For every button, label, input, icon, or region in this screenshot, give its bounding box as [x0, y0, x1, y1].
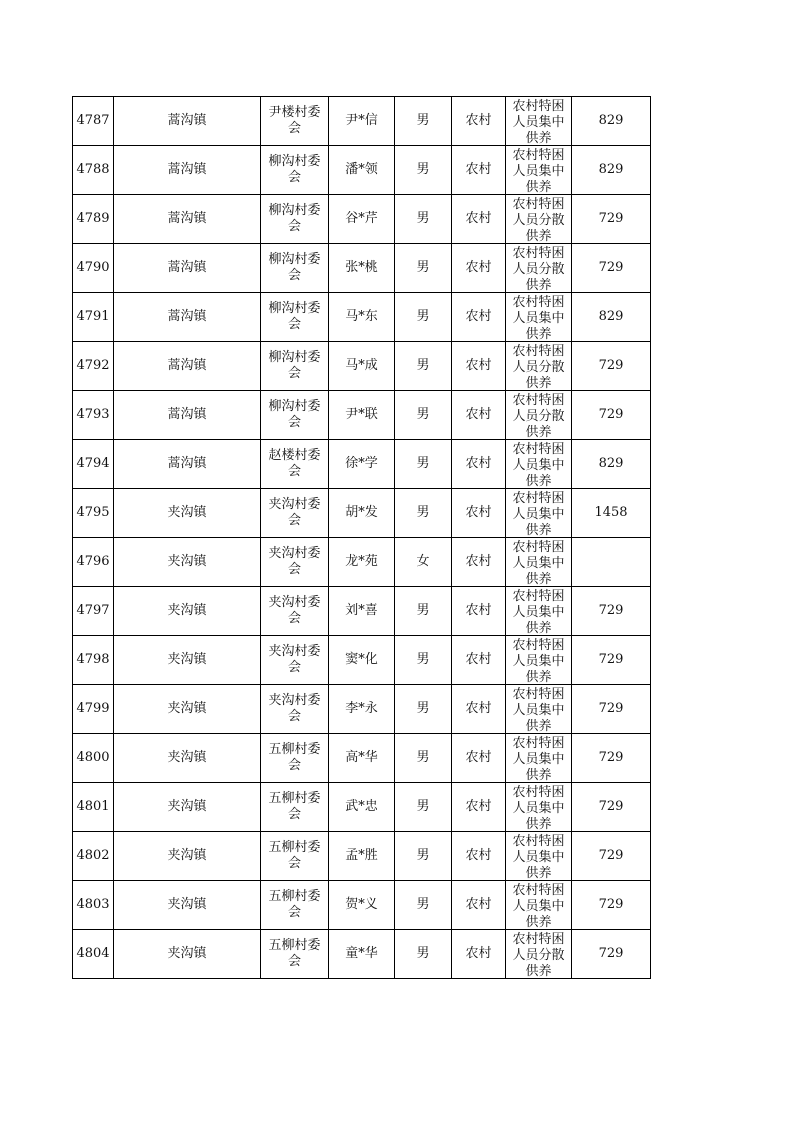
category-clip: [506, 98, 571, 144]
cell-area-type: 农村: [452, 538, 506, 587]
cell-village-committee-text: 夹沟村委会: [268, 546, 321, 577]
cell-village-committee: [261, 881, 329, 930]
cell-serial-number: 4797: [73, 587, 114, 636]
table-row: [73, 391, 651, 440]
cell-town: 夹沟镇: [114, 881, 261, 930]
cell-area-type: 农村: [452, 195, 506, 244]
cell-support-category: [506, 195, 572, 244]
cell-support-category: [506, 293, 572, 342]
cell-town: 蒿沟镇: [114, 342, 261, 391]
cell-serial-number: 4794: [73, 440, 114, 489]
table-row: [73, 783, 651, 832]
cell-town: 蒿沟镇: [114, 146, 261, 195]
cell-town: 蒿沟镇: [114, 440, 261, 489]
cell-village-committee-text: 五柳村委会: [268, 889, 321, 920]
cell-support-category-text: 农村特困人员集中供养: [512, 295, 565, 340]
cell-village-committee: [261, 538, 329, 587]
cell-village-committee: [261, 832, 329, 881]
cell-gender: 男: [395, 391, 452, 440]
table-row: [73, 293, 651, 342]
table-row: [73, 146, 651, 195]
cell-person-name: 龙*苑: [329, 538, 395, 587]
cell-amount: 729: [572, 881, 651, 930]
table-row: [73, 930, 651, 979]
cell-gender: 男: [395, 244, 452, 293]
cell-village-committee-text: 五柳村委会: [268, 938, 321, 969]
cell-support-category-text: 农村特困人员集中供养: [512, 148, 565, 193]
cell-serial-number: 4787: [73, 97, 114, 146]
cell-person-name: 高*华: [329, 734, 395, 783]
cell-town: 蒿沟镇: [114, 293, 261, 342]
cell-person-name: 马*成: [329, 342, 395, 391]
cell-gender: 男: [395, 930, 452, 979]
cell-town: 夹沟镇: [114, 636, 261, 685]
cell-support-category-text: 农村特困人员集中供养: [512, 99, 565, 144]
cell-amount: 729: [572, 342, 651, 391]
cell-support-category: [506, 342, 572, 391]
cell-support-category: [506, 734, 572, 783]
cell-support-category-text: 农村特困人员集中供养: [512, 883, 565, 928]
cell-village-committee-text: 柳沟村委会: [268, 154, 321, 185]
category-clip: [506, 735, 571, 781]
cell-support-category: [506, 146, 572, 195]
cell-person-name: 张*桃: [329, 244, 395, 293]
cell-support-category: [506, 832, 572, 881]
category-clip: [506, 931, 571, 977]
cell-gender: 男: [395, 293, 452, 342]
cell-village-committee-text: 五柳村委会: [268, 791, 321, 822]
cell-support-category: [506, 587, 572, 636]
table-row: [73, 489, 651, 538]
cell-village-committee-text: 赵楼村委会: [268, 448, 321, 479]
cell-amount: 729: [572, 244, 651, 293]
cell-village-committee: [261, 391, 329, 440]
table-row: [73, 342, 651, 391]
cell-amount: 729: [572, 930, 651, 979]
cell-serial-number: 4795: [73, 489, 114, 538]
cell-town: 蒿沟镇: [114, 97, 261, 146]
cell-support-category-text: 农村特困人员集中供养: [512, 442, 565, 487]
cell-serial-number: 4801: [73, 783, 114, 832]
cell-amount: [572, 538, 651, 587]
cell-village-committee: [261, 489, 329, 538]
cell-village-committee: [261, 783, 329, 832]
cell-town: 夹沟镇: [114, 783, 261, 832]
cell-town: 蒿沟镇: [114, 244, 261, 293]
cell-serial-number: 4802: [73, 832, 114, 881]
category-clip: [506, 392, 571, 438]
cell-village-committee-text: 柳沟村委会: [268, 301, 321, 332]
cell-person-name: 马*东: [329, 293, 395, 342]
cell-area-type: 农村: [452, 783, 506, 832]
cell-village-committee: [261, 97, 329, 146]
category-clip: [506, 441, 571, 487]
table-row: [73, 881, 651, 930]
cell-village-committee-text: 柳沟村委会: [268, 399, 321, 430]
cell-person-name: 孟*胜: [329, 832, 395, 881]
cell-village-committee-text: 尹楼村委会: [268, 105, 321, 136]
cell-town: 蒿沟镇: [114, 391, 261, 440]
cell-support-category: [506, 685, 572, 734]
cell-village-committee: [261, 293, 329, 342]
cell-person-name: 胡*发: [329, 489, 395, 538]
cell-area-type: 农村: [452, 489, 506, 538]
cell-town: 夹沟镇: [114, 538, 261, 587]
cell-amount: 729: [572, 734, 651, 783]
table-row: [73, 587, 651, 636]
cell-serial-number: 4796: [73, 538, 114, 587]
table-row: [73, 244, 651, 293]
cell-person-name: 窦*化: [329, 636, 395, 685]
cell-person-name: 徐*学: [329, 440, 395, 489]
cell-amount: 729: [572, 832, 651, 881]
category-clip: [506, 686, 571, 732]
cell-support-category: [506, 97, 572, 146]
cell-town: 夹沟镇: [114, 832, 261, 881]
cell-area-type: 农村: [452, 342, 506, 391]
cell-village-committee-text: 夹沟村委会: [268, 693, 321, 724]
cell-area-type: 农村: [452, 930, 506, 979]
cell-serial-number: 4793: [73, 391, 114, 440]
cell-amount: 729: [572, 195, 651, 244]
cell-gender: 男: [395, 783, 452, 832]
cell-village-committee: [261, 440, 329, 489]
cell-support-category-text: 农村特困人员集中供养: [512, 736, 565, 781]
cell-person-name: 童*华: [329, 930, 395, 979]
cell-amount: 729: [572, 587, 651, 636]
cell-gender: 男: [395, 881, 452, 930]
cell-town: 夹沟镇: [114, 489, 261, 538]
cell-serial-number: 4798: [73, 636, 114, 685]
category-clip: [506, 784, 571, 830]
cell-serial-number: 4799: [73, 685, 114, 734]
table-row: [73, 440, 651, 489]
cell-person-name: 尹*信: [329, 97, 395, 146]
table-row: [73, 685, 651, 734]
cell-village-committee: [261, 734, 329, 783]
cell-serial-number: 4804: [73, 930, 114, 979]
cell-village-committee: [261, 587, 329, 636]
cell-serial-number: 4789: [73, 195, 114, 244]
cell-town: 蒿沟镇: [114, 195, 261, 244]
cell-amount: 729: [572, 783, 651, 832]
cell-support-category: [506, 636, 572, 685]
cell-village-committee: [261, 342, 329, 391]
cell-amount: 829: [572, 440, 651, 489]
cell-area-type: 农村: [452, 685, 506, 734]
cell-support-category: [506, 489, 572, 538]
cell-gender: 男: [395, 685, 452, 734]
cell-support-category: [506, 783, 572, 832]
category-clip: [506, 196, 571, 242]
cell-person-name: 刘*喜: [329, 587, 395, 636]
cell-support-category-text: 农村特困人员集中供养: [512, 540, 565, 585]
table-row: [73, 734, 651, 783]
table-row: [73, 195, 651, 244]
cell-village-committee-text: 柳沟村委会: [268, 252, 321, 283]
cell-village-committee-text: 柳沟村委会: [268, 350, 321, 381]
category-clip: [506, 490, 571, 536]
cell-person-name: 潘*领: [329, 146, 395, 195]
cell-support-category: [506, 930, 572, 979]
cell-support-category-text: 农村特困人员集中供养: [512, 687, 565, 732]
cell-amount: 729: [572, 636, 651, 685]
cell-village-committee: [261, 146, 329, 195]
cell-village-committee: [261, 930, 329, 979]
cell-support-category-text: 农村特困人员集中供养: [512, 589, 565, 634]
cell-person-name: 李*永: [329, 685, 395, 734]
cell-town: 夹沟镇: [114, 587, 261, 636]
table-row: [73, 97, 651, 146]
cell-support-category: [506, 440, 572, 489]
cell-amount: 729: [572, 391, 651, 440]
table-body: [73, 97, 651, 979]
cell-town: 夹沟镇: [114, 930, 261, 979]
cell-support-category-text: 农村特困人员分散供养: [512, 932, 565, 977]
cell-serial-number: 4788: [73, 146, 114, 195]
cell-area-type: 农村: [452, 636, 506, 685]
table-row: [73, 636, 651, 685]
cell-person-name: 尹*联: [329, 391, 395, 440]
cell-gender: 男: [395, 342, 452, 391]
cell-amount: 829: [572, 97, 651, 146]
relief-roster-table: [72, 96, 651, 979]
table-row: [73, 538, 651, 587]
cell-village-committee-text: 夹沟村委会: [268, 595, 321, 626]
cell-village-committee-text: 夹沟村委会: [268, 644, 321, 675]
cell-support-category-text: 农村特困人员分散供养: [512, 393, 565, 438]
cell-area-type: 农村: [452, 832, 506, 881]
cell-support-category-text: 农村特困人员集中供养: [512, 638, 565, 683]
cell-town: 夹沟镇: [114, 734, 261, 783]
category-clip: [506, 343, 571, 389]
cell-support-category: [506, 391, 572, 440]
category-clip: [506, 588, 571, 634]
cell-amount: 729: [572, 685, 651, 734]
cell-village-committee-text: 五柳村委会: [268, 742, 321, 773]
cell-gender: 男: [395, 195, 452, 244]
cell-area-type: 农村: [452, 734, 506, 783]
cell-area-type: 农村: [452, 391, 506, 440]
cell-amount: 1458: [572, 489, 651, 538]
cell-gender: 女: [395, 538, 452, 587]
cell-support-category-text: 农村特困人员分散供养: [512, 246, 565, 291]
category-clip: [506, 637, 571, 683]
cell-support-category: [506, 538, 572, 587]
cell-area-type: 农村: [452, 146, 506, 195]
cell-support-category-text: 农村特困人员集中供养: [512, 491, 565, 536]
cell-gender: 男: [395, 97, 452, 146]
category-clip: [506, 539, 571, 585]
cell-gender: 男: [395, 440, 452, 489]
cell-person-name: 贺*义: [329, 881, 395, 930]
cell-gender: 男: [395, 489, 452, 538]
cell-serial-number: 4803: [73, 881, 114, 930]
cell-serial-number: 4800: [73, 734, 114, 783]
cell-area-type: 农村: [452, 587, 506, 636]
category-clip: [506, 245, 571, 291]
cell-person-name: 武*忠: [329, 783, 395, 832]
cell-gender: 男: [395, 636, 452, 685]
cell-support-category: [506, 881, 572, 930]
cell-village-committee: [261, 636, 329, 685]
category-clip: [506, 882, 571, 928]
cell-person-name: 谷*芹: [329, 195, 395, 244]
cell-area-type: 农村: [452, 244, 506, 293]
cell-serial-number: 4792: [73, 342, 114, 391]
cell-village-committee-text: 夹沟村委会: [268, 497, 321, 528]
cell-support-category-text: 农村特困人员分散供养: [512, 344, 565, 389]
category-clip: [506, 147, 571, 193]
cell-amount: 829: [572, 293, 651, 342]
cell-support-category: [506, 244, 572, 293]
cell-support-category-text: 农村特困人员集中供养: [512, 785, 565, 830]
category-clip: [506, 294, 571, 340]
cell-support-category-text: 农村特困人员集中供养: [512, 834, 565, 879]
cell-village-committee-text: 五柳村委会: [268, 840, 321, 871]
cell-village-committee: [261, 244, 329, 293]
cell-serial-number: 4791: [73, 293, 114, 342]
category-clip: [506, 833, 571, 879]
cell-support-category-text: 农村特困人员分散供养: [512, 197, 565, 242]
cell-village-committee-text: 柳沟村委会: [268, 203, 321, 234]
cell-area-type: 农村: [452, 97, 506, 146]
cell-amount: 829: [572, 146, 651, 195]
cell-town: 夹沟镇: [114, 685, 261, 734]
cell-gender: 男: [395, 832, 452, 881]
cell-gender: 男: [395, 734, 452, 783]
cell-gender: 男: [395, 587, 452, 636]
cell-area-type: 农村: [452, 440, 506, 489]
cell-village-committee: [261, 195, 329, 244]
cell-serial-number: 4790: [73, 244, 114, 293]
cell-area-type: 农村: [452, 881, 506, 930]
cell-gender: 男: [395, 146, 452, 195]
cell-area-type: 农村: [452, 293, 506, 342]
cell-village-committee: [261, 685, 329, 734]
table-row: [73, 832, 651, 881]
